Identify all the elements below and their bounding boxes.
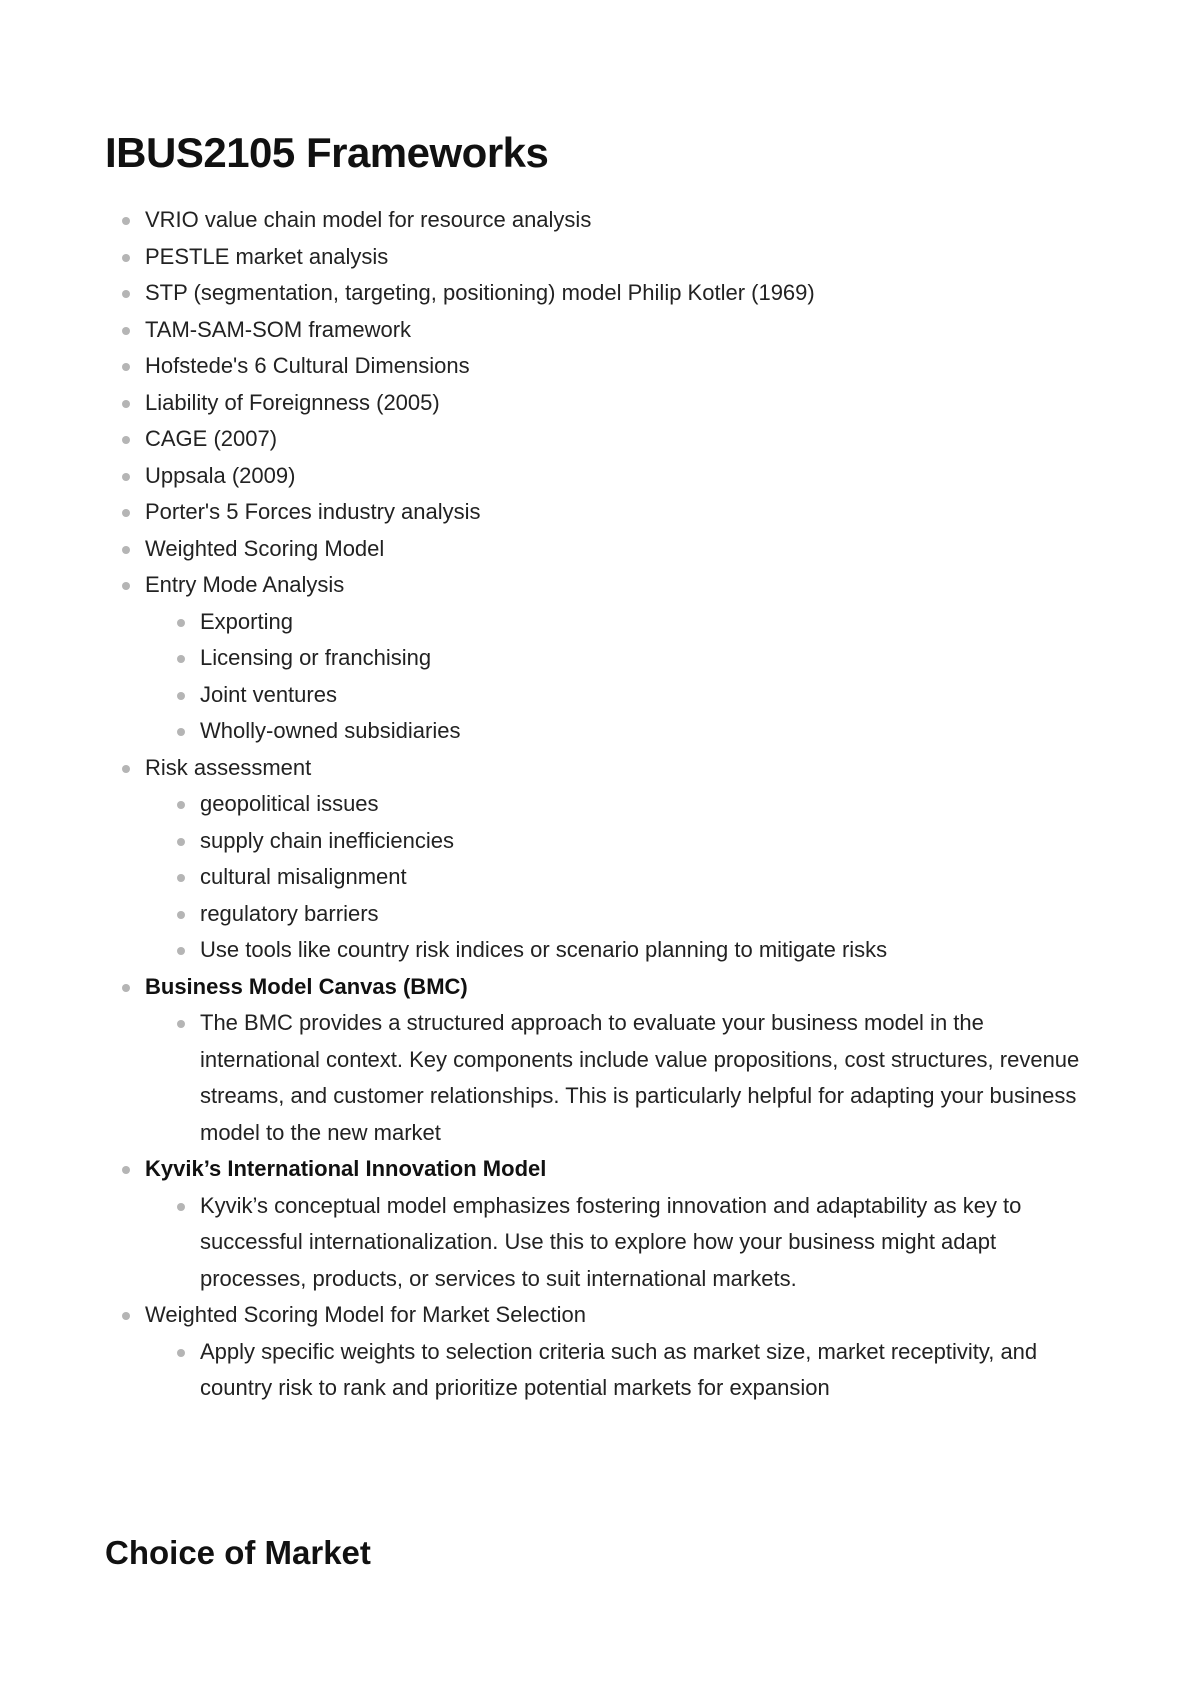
sub-list-item (105, 859, 1105, 896)
list-item (105, 567, 1105, 750)
bullet-icon (177, 1203, 185, 1211)
bullet-icon (122, 254, 130, 262)
bullet-icon (122, 765, 130, 773)
list-item (105, 385, 1105, 422)
list-item (105, 202, 1105, 239)
list-item-label: STP (segmentation, targeting, positioning) model Philip Kotler (1969) (145, 280, 815, 305)
list-item-label: VRIO value chain model for resource analysis (145, 207, 592, 232)
list-item (105, 421, 1105, 458)
sub-list-item-label: Apply specific weights to selection criteria such as market size, market receptivity, and country risk to rank and prioritize potential markets for expansion (200, 1338, 1038, 1400)
bullet-icon (122, 1312, 130, 1320)
list-item (105, 494, 1105, 531)
bullet-icon (177, 947, 185, 955)
sub-list (145, 1005, 1105, 1151)
sub-list (145, 1334, 1105, 1407)
bullet-icon (122, 1166, 130, 1174)
page-title: IBUS2105 Frameworks (105, 129, 549, 176)
sub-list-item-label: Use tools like country risk indices or scenario planning to mitigate risks (200, 937, 888, 962)
sub-list-item-label: supply chain inefficiencies (200, 827, 454, 853)
sub-list-item (105, 823, 1105, 860)
sub-list-item-label: Exporting (200, 608, 293, 634)
list-item (105, 348, 1105, 385)
bullet-icon (122, 984, 130, 992)
list-item-label: CAGE (2007) (145, 426, 278, 451)
sub-list-item (105, 1188, 1105, 1298)
sub-list-item (105, 604, 1105, 641)
framework-list (105, 202, 1105, 1407)
bullet-icon (122, 509, 130, 517)
list-item (105, 312, 1105, 349)
bullet-icon (177, 619, 185, 627)
bullet-icon (122, 363, 130, 371)
list-item (105, 750, 1105, 969)
sub-list-item (105, 1005, 1105, 1151)
list-item-label: Hofstede's 6 Cultural Dimensions (145, 353, 470, 378)
list-item (105, 239, 1105, 276)
sub-list (145, 786, 1105, 969)
sub-list (145, 604, 1105, 750)
sub-list (145, 1188, 1105, 1298)
sub-list-item-label: Kyvik’s conceptual model emphasizes fostering innovation and adaptability as key to successful internationalization. Use this to explore how your business might adapt processes, products, or services to suit international markets. (200, 1192, 1022, 1291)
list-item (105, 1151, 1105, 1297)
bullet-icon (122, 582, 130, 590)
bullet-icon (177, 838, 185, 846)
bullet-icon (177, 728, 185, 736)
list-item-label: Uppsala (2009) (145, 462, 296, 488)
bullet-icon (177, 655, 185, 663)
sub-list-item-label: regulatory barriers (200, 900, 379, 926)
bullet-icon (122, 436, 130, 444)
sub-list-item (105, 896, 1105, 933)
sub-list-item-label: cultural misalignment (200, 864, 407, 889)
list-item-label: Entry Mode Analysis (145, 572, 345, 597)
sub-list-item-label: geopolitical issues (200, 791, 379, 816)
list-item-label: Liability of Foreignness (2005) (145, 389, 440, 415)
bullet-icon (177, 801, 185, 809)
list-item-label: Risk assessment (145, 754, 312, 780)
list-item-label: TAM-SAM-SOM framework (145, 316, 412, 342)
sub-list-item (105, 932, 1105, 969)
sub-list-item-label: Licensing or franchising (200, 645, 432, 670)
sub-list-item (105, 713, 1105, 750)
list-item (105, 458, 1105, 495)
section-heading: Choice of Market (105, 1534, 371, 1571)
bullet-icon (177, 1349, 185, 1357)
sub-list-item-label: Joint ventures (200, 681, 337, 707)
bullet-icon (177, 874, 185, 882)
bullet-icon (177, 692, 185, 700)
bullet-icon (122, 400, 130, 408)
bullet-icon (122, 217, 130, 225)
list-item-label: Weighted Scoring Model (145, 535, 385, 561)
bullet-icon (122, 546, 130, 554)
sub-list-item (105, 640, 1105, 677)
bullet-icon (177, 911, 185, 919)
sub-list-item-label: Wholly-owned subsidiaries (200, 718, 461, 743)
document-page (105, 128, 1105, 1571)
bullet-icon (122, 473, 130, 481)
list-item (105, 531, 1105, 568)
list-item-label: PESTLE market analysis (145, 243, 389, 269)
sub-list-item (105, 677, 1105, 714)
list-item-label: Weighted Scoring Model for Market Selection (145, 1302, 587, 1327)
list-item-label: Kyvik’s International Innovation Model (145, 1156, 547, 1181)
sub-list-item (105, 1334, 1105, 1407)
bullet-icon (122, 290, 130, 298)
list-item (105, 1297, 1105, 1407)
list-item-label: Business Model Canvas (BMC) (145, 973, 468, 999)
bullet-icon (177, 1020, 185, 1028)
list-item (105, 969, 1105, 1152)
bullet-icon (122, 327, 130, 335)
list-item-label: Porter's 5 Forces industry analysis (145, 499, 481, 524)
list-item (105, 275, 1105, 312)
sub-list-item (105, 786, 1105, 823)
sub-list-item-label: The BMC provides a structured approach to evaluate your business model in the international context. Key components include value propositions, cost structures, revenue streams, and customer relationships. This is particularly helpful for adapting your business model to the new market (200, 1010, 1080, 1145)
